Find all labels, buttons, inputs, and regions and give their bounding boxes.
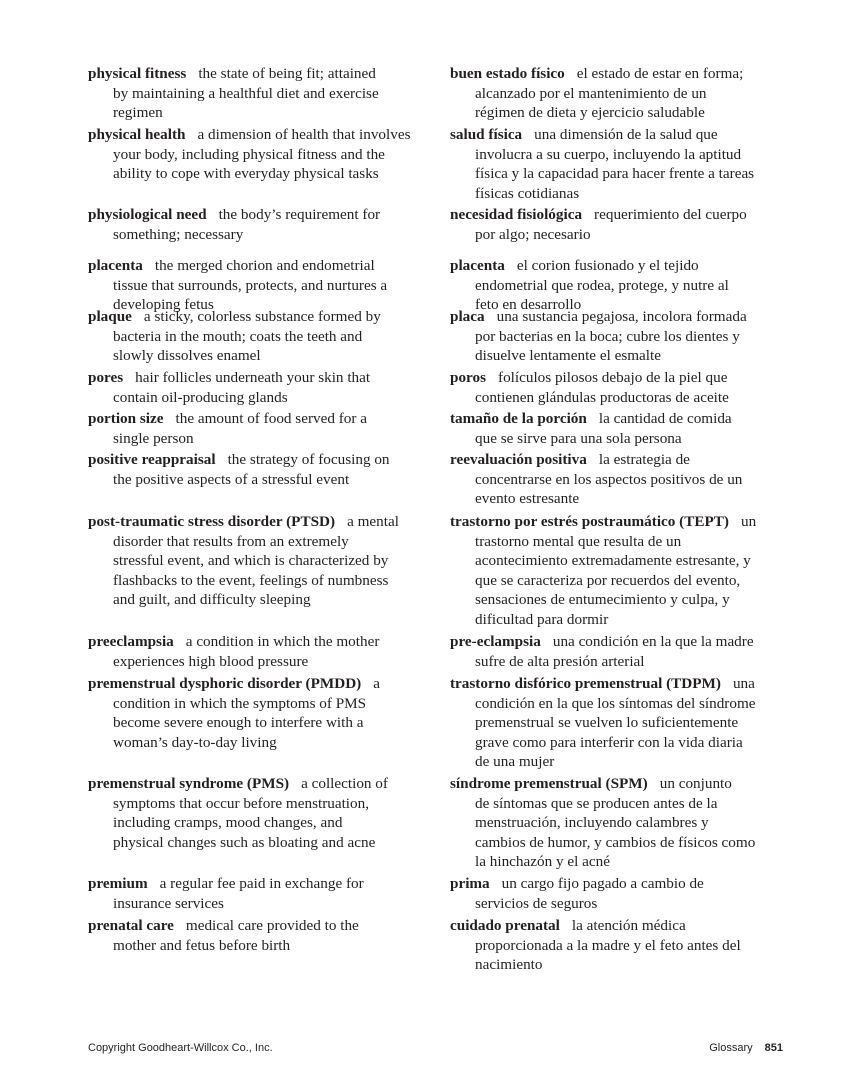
entry-line — [450, 470, 795, 490]
glossary-term: positive reappraisal — [88, 451, 216, 468]
entry-line — [88, 429, 430, 449]
entry-line — [450, 276, 795, 296]
definition-text: something; necessary — [113, 225, 244, 243]
definition-text: including cramps, mood changes, and — [113, 814, 343, 832]
glossary-entry — [450, 450, 795, 509]
glossary-term: premium — [88, 875, 148, 892]
glossary-entry — [88, 205, 430, 244]
entry-line — [450, 936, 795, 956]
definition-text: contain oil-producing glands — [113, 388, 288, 406]
page-number: 851 — [764, 1042, 783, 1054]
definition-text: la cantidad de comida — [598, 410, 732, 427]
definition-text: a mental — [347, 513, 399, 530]
glossary-entry — [88, 307, 430, 366]
entry-line — [88, 450, 430, 470]
definition-text: bacteria in the mouth; coats the teeth and — [113, 327, 363, 345]
definition-text: a condition in which the mother — [185, 633, 380, 650]
entry-line — [88, 409, 430, 429]
glossary-term: physical health — [88, 126, 186, 143]
definition-text: contienen glándulas productoras de aceite — [475, 388, 729, 406]
entry-line — [450, 894, 795, 914]
entry-line — [88, 733, 430, 753]
definition-text: your body, including physical fitness and the — [113, 145, 385, 163]
entry-line — [88, 64, 430, 84]
definition-text: por bacterias en la boca; cubre los dientes y — [475, 327, 740, 345]
definition-text: la estrategia de — [598, 451, 690, 468]
definition-text: become severe enough to interfere with a — [113, 714, 364, 732]
glossary-entry — [88, 632, 430, 671]
glossary-term: preeclampsia — [88, 633, 174, 650]
definition-text: servicios de seguros — [475, 894, 598, 912]
entry-line — [450, 955, 795, 975]
definition-text: symptoms that occur before menstruation, — [113, 794, 370, 812]
glossary-term: physiological need — [88, 206, 207, 223]
definition-text: sufre de alta presión arterial — [475, 652, 645, 670]
entry-line — [450, 794, 795, 814]
glossary-entry — [88, 125, 430, 184]
glossary-term: portion size — [88, 410, 164, 427]
glossary-term: tamaño de la porción — [450, 410, 587, 427]
glossary-entry — [88, 64, 430, 123]
entry-line — [450, 307, 795, 327]
entry-line — [88, 388, 430, 408]
definition-text: folículos pilosos debajo de la piel que — [498, 369, 728, 386]
definition-text: medical care provided to the — [185, 917, 359, 934]
definition-text: a collection of — [301, 775, 388, 792]
glossary-term: placenta — [450, 257, 505, 274]
definition-text: the merged chorion and endometrial — [154, 257, 375, 274]
definition-text: the state of being fit; attained — [198, 65, 376, 82]
definition-text: una condición en la que la madre — [552, 633, 754, 650]
definition-text: que se caracteriza por recuerdos del evento, — [475, 571, 741, 589]
entry-line — [450, 694, 795, 714]
definition-text: by maintaining a healthful diet and exercise — [113, 84, 379, 102]
glossary-entry — [88, 409, 430, 448]
entry-line — [450, 652, 795, 672]
definition-text: grave como para interferir con la vida diaria — [475, 733, 743, 751]
entry-line — [450, 733, 795, 753]
definition-text: regimen — [113, 104, 163, 122]
glossary-term: trastorno disfórico premenstrual (TDPM) — [450, 675, 721, 692]
entry-line — [88, 694, 430, 714]
definition-text: physical changes such as bloating and acne — [113, 833, 376, 851]
glossary-entry — [88, 674, 430, 752]
definition-text: endometrial que rodea, protege, y nutre al — [475, 276, 729, 294]
glossary-entry — [450, 307, 795, 366]
entry-line — [450, 256, 795, 276]
definition-text: a — [373, 675, 380, 692]
definition-text: evento estresante — [475, 490, 580, 508]
definition-text: de una mujer — [475, 753, 555, 771]
definition-text: disorder that results from an extremely — [113, 532, 349, 550]
definition-text: mother and fetus before birth — [113, 936, 291, 954]
definition-text: por algo; necesario — [475, 225, 591, 243]
glossary-entry — [450, 774, 795, 872]
entry-line — [450, 571, 795, 591]
entry-line — [450, 225, 795, 245]
entry-line — [88, 916, 430, 936]
definition-text: ability to cope with everyday physical tasks — [113, 165, 379, 183]
definition-text: una dimensión de la salud que — [534, 126, 718, 143]
definition-text: stressful event, and which is characterized by — [113, 552, 389, 570]
glossary-term: pre-eclampsia — [450, 633, 541, 650]
entry-line — [88, 813, 430, 833]
definition-text: hair follicles underneath your skin that — [135, 369, 371, 386]
definition-text: slowly dissolves enamel — [113, 347, 261, 365]
definition-text: proporcionada a la madre y el feto antes del — [475, 936, 741, 954]
entry-line — [450, 450, 795, 470]
entry-line — [450, 674, 795, 694]
glossary-entry — [450, 874, 795, 913]
glossary-term: plaque — [88, 308, 132, 325]
entry-line — [88, 307, 430, 327]
entry-line — [450, 327, 795, 347]
entry-line — [450, 512, 795, 532]
glossary-entry — [88, 512, 430, 610]
definition-text: the strategy of focusing on — [227, 451, 390, 468]
entry-line — [450, 184, 795, 204]
glossary-entry — [88, 368, 430, 407]
glossary-term: placa — [450, 308, 485, 325]
entry-line — [450, 125, 795, 145]
definition-text: el estado de estar en forma; — [576, 65, 744, 82]
entry-line — [450, 610, 795, 630]
entry-line — [450, 429, 795, 449]
glossary-term: poros — [450, 369, 487, 386]
glossary-entry — [88, 256, 430, 315]
glossary-term: post-traumatic stress disorder (PTSD) — [88, 513, 336, 530]
entry-line — [88, 894, 430, 914]
glossary-entry — [450, 916, 795, 975]
entry-line — [88, 632, 430, 652]
entry-line — [88, 276, 430, 296]
glossary-entry — [88, 774, 430, 852]
definition-text: alcanzado por el mantenimiento de un — [475, 84, 707, 102]
entry-line — [88, 713, 430, 733]
entry-line — [450, 103, 795, 123]
entry-line — [88, 327, 430, 347]
entry-line — [450, 551, 795, 571]
definition-text: cambios de humor, y cambios de físicos como — [475, 833, 756, 851]
entry-line — [450, 145, 795, 165]
definition-text: un conjunto — [659, 775, 732, 792]
entry-line — [450, 409, 795, 429]
entry-line — [450, 388, 795, 408]
entry-line — [88, 652, 430, 672]
entry-line — [450, 774, 795, 794]
entry-line — [88, 674, 430, 694]
entry-line — [88, 164, 430, 184]
definition-text: the positive aspects of a stressful event — [113, 470, 350, 488]
glossary-term: premenstrual dysphoric disorder (PMDD) — [88, 675, 362, 692]
entry-line — [88, 103, 430, 123]
definition-text: single person — [113, 429, 194, 447]
definition-text: un — [740, 513, 757, 530]
entry-line — [88, 125, 430, 145]
entry-line — [88, 470, 430, 490]
definition-text: la hinchazón y el acné — [475, 853, 610, 871]
glossary-entry — [88, 916, 430, 955]
entry-line — [88, 84, 430, 104]
definition-text: the amount of food served for a — [175, 410, 367, 427]
glossary-term: salud física — [450, 126, 523, 143]
entry-line — [450, 752, 795, 772]
glossary-entry — [450, 409, 795, 448]
definition-text: el corion fusionado y el tejido — [516, 257, 699, 274]
definition-text: una sustancia pegajosa, incolora formada — [496, 308, 747, 325]
entry-line — [88, 571, 430, 591]
entry-line — [88, 590, 430, 610]
entry-line — [88, 774, 430, 794]
definition-text: la atención médica — [571, 917, 686, 934]
entry-line — [88, 145, 430, 165]
definition-text: dificultad para dormir — [475, 610, 609, 628]
entry-line — [450, 852, 795, 872]
page-footer — [709, 1042, 783, 1054]
definition-text: trastorno mental que resulta de un — [475, 532, 682, 550]
definition-text: físicas cotidianas — [475, 184, 580, 202]
definition-text: and guilt, and difficulty sleeping — [113, 591, 311, 609]
entry-line — [450, 813, 795, 833]
entry-line — [450, 64, 795, 84]
glossary-term: prima — [450, 875, 490, 892]
definition-text: a regular fee paid in exchange for — [159, 875, 364, 892]
entry-line — [450, 346, 795, 366]
glossary-entry — [450, 512, 795, 630]
glossary-term: trastorno por estrés postraumático (TEPT) — [450, 513, 729, 530]
entry-line — [450, 205, 795, 225]
entry-line — [450, 713, 795, 733]
definition-text: física y la capacidad para hacer frente a tareas — [475, 165, 755, 183]
glossary-entry — [450, 125, 795, 203]
definition-text: régimen de dieta y ejercicio saludable — [475, 104, 705, 122]
glossary-term: cuidado prenatal — [450, 917, 560, 934]
entry-line — [88, 794, 430, 814]
glossary-entry — [88, 450, 430, 489]
glossary-entry — [450, 368, 795, 407]
glossary-entry — [88, 874, 430, 913]
glossary-term: pores — [88, 369, 124, 386]
entry-line — [450, 632, 795, 652]
entry-line — [88, 225, 430, 245]
glossary-entry — [450, 632, 795, 671]
entry-line — [450, 532, 795, 552]
definition-text: insurance services — [113, 894, 224, 912]
glossary-term: prenatal care — [88, 917, 174, 934]
definition-text: sensaciones de entumecimiento y culpa, y — [475, 591, 730, 609]
definition-text: condición en la que los síntomas del síndrome — [475, 694, 756, 712]
definition-text: condition in which the symptoms of PMS — [113, 694, 367, 712]
glossary-term: placenta — [88, 257, 143, 274]
definition-text: disuelve lentamente el esmalte — [475, 347, 661, 365]
entry-line — [450, 84, 795, 104]
definition-text: the body’s requirement for — [218, 206, 381, 223]
entry-line — [88, 346, 430, 366]
glossary-term: physical fitness — [88, 65, 187, 82]
entry-line — [450, 916, 795, 936]
glossary-entry — [450, 205, 795, 244]
entry-line — [88, 512, 430, 532]
definition-text: concentrarse en los aspectos positivos de un — [475, 470, 743, 488]
copyright-notice: Copyright Goodheart-Willcox Co., Inc. — [88, 1042, 273, 1054]
glossary-entry — [450, 674, 795, 772]
entry-line — [88, 874, 430, 894]
definition-text: experiences high blood pressure — [113, 652, 309, 670]
glossary-term: premenstrual syndrome (PMS) — [88, 775, 290, 792]
entry-line — [88, 205, 430, 225]
definition-text: a sticky, colorless substance formed by — [143, 308, 381, 325]
definition-text: acontecimiento extremadamente estresante, y — [475, 552, 751, 570]
glossary-term: buen estado físico — [450, 65, 565, 82]
entry-line — [88, 368, 430, 388]
glossary-term: necesidad fisiológica — [450, 206, 583, 223]
glossary-entry — [450, 256, 795, 315]
definition-text: a dimension of health that involves — [197, 126, 411, 143]
definition-text: flashbacks to the event, feelings of numbness — [113, 571, 389, 589]
entry-line — [88, 256, 430, 276]
definition-text: tissue that surrounds, protects, and nurtures a — [113, 276, 388, 294]
definition-text: developing fetus — [113, 296, 214, 314]
definition-text: una — [732, 675, 755, 692]
definition-text: woman’s day-to-day living — [113, 733, 277, 751]
entry-line — [450, 590, 795, 610]
definition-text: un cargo fijo pagado a cambio de — [501, 875, 704, 892]
definition-text: requerimiento del cuerpo — [594, 206, 747, 223]
entry-line — [88, 936, 430, 956]
entry-line — [450, 874, 795, 894]
glossary-entry — [450, 64, 795, 123]
entry-line — [450, 489, 795, 509]
glossary-term: reevaluación positiva — [450, 451, 587, 468]
section-label: Glossary — [709, 1042, 753, 1054]
definition-text: feto en desarrollo — [475, 296, 582, 314]
definition-text: menstruación, incluyendo calambres y — [475, 814, 709, 832]
glossary-term: síndrome premenstrual (SPM) — [450, 775, 648, 792]
entry-line — [88, 551, 430, 571]
definition-text: que se sirve para una sola persona — [475, 429, 682, 447]
entry-line — [88, 532, 430, 552]
entry-line — [450, 368, 795, 388]
definition-text: nacimiento — [475, 956, 543, 974]
entry-line — [450, 833, 795, 853]
definition-text: de síntomas que se producen antes de la — [475, 794, 718, 812]
definition-text: involucra a su cuerpo, incluyendo la aptitud — [475, 145, 742, 163]
entry-line — [88, 833, 430, 853]
entry-line — [450, 164, 795, 184]
definition-text: premenstrual se vuelven lo suficientemente — [475, 714, 739, 732]
